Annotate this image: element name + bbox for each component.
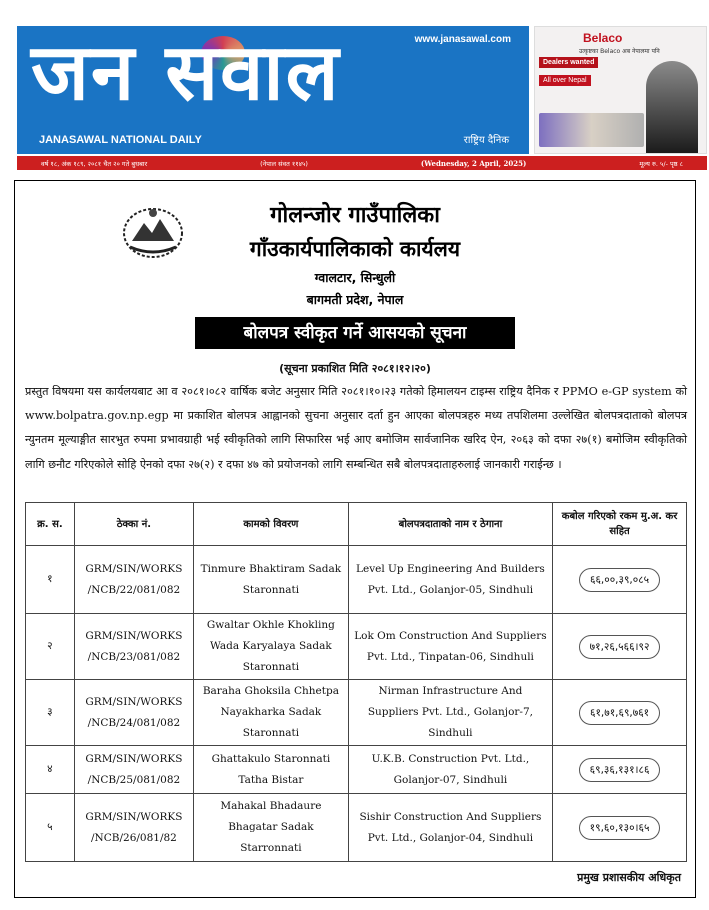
row-contract-no: GRM/SIN/WORKS /NCB/25/081/082 <box>74 746 193 794</box>
row-bidder: Nirman Infrastructure And Suppliers Pvt. Ltd., Golanjor-7, Sindhuli <box>348 680 552 746</box>
office-name: गोलन्जोर गाउँपालिका <box>270 203 440 228</box>
header-amount: कबोल गरिएको रकम मु.अ. कर सहित <box>553 503 687 546</box>
ad-dealers-label: Dealers wanted <box>539 57 598 68</box>
row-amount-cell <box>553 614 687 680</box>
english-name: JANASAWAL NATIONAL DAILY <box>39 134 202 146</box>
office-subtitle: गाँउकार्यपालिकाको कार्यलय <box>249 237 461 261</box>
address-line-1: ग्वालटार, सिन्धुली <box>314 270 396 285</box>
table-row <box>26 614 687 680</box>
table-row <box>26 546 687 614</box>
table-row <box>26 680 687 746</box>
row-amount-cell <box>553 546 687 614</box>
tender-notice <box>14 180 696 898</box>
table-header-row <box>26 503 687 546</box>
row-description: Ghattakulo Staronnati Tatha Bistar <box>194 746 349 794</box>
notice-title-banner: बोलपत्र स्वीकृत गर्ने आसयको सूचना <box>195 317 515 349</box>
dateline-bar <box>17 156 707 170</box>
row-description: Baraha Ghoksila Chhetpa Nayakharka Sadak Staronnati <box>194 680 349 746</box>
issue-info: वर्ष १८, अंक १८९, २०८१ चैत २० गते बुधबार <box>41 159 148 168</box>
ad-model-image <box>646 61 698 153</box>
row-sn: ४ <box>26 746 75 794</box>
ad-allover-label: All over Nepal <box>539 75 591 86</box>
table-row <box>26 794 687 862</box>
row-amount: ६१,७१,६९,७६१ <box>579 701 660 725</box>
advertisement[interactable] <box>534 26 707 154</box>
header-sn: क्र. स. <box>26 503 75 546</box>
row-sn: ३ <box>26 680 75 746</box>
tagline: राष्ट्रिय दैनिक <box>463 135 509 146</box>
row-sn: २ <box>26 614 75 680</box>
price-page: मूल्य रु. ५/- पृष्ठ ८ <box>639 159 683 168</box>
row-description: Gwaltar Okhle Khokling Wada Karyalaya Sadak Staronnati <box>194 614 349 680</box>
row-amount: ७१,२६,५६६।९२ <box>579 635 661 659</box>
ad-products-image <box>539 113 644 147</box>
row-bidder: Sishir Construction And Suppliers Pvt. Ltd., Golanjor-04, Sindhuli <box>348 794 552 862</box>
publish-date: (सूचना प्रकाशित मिति २०८१।१२।२०) <box>279 362 431 375</box>
bid-table <box>25 502 687 862</box>
row-bidder: Level Up Engineering And Builders Pvt. Ltd., Golanjor-05, Sindhuli <box>348 546 552 614</box>
header-description: कामको विवरण <box>194 503 349 546</box>
row-bidder: Lok Om Construction And Suppliers Pvt. Ltd., Tinpatan-06, Sindhuli <box>348 614 552 680</box>
row-amount-cell <box>553 680 687 746</box>
header-contract-no: ठेक्का नं. <box>74 503 193 546</box>
row-contract-no: GRM/SIN/WORKS /NCB/22/081/082 <box>74 546 193 614</box>
website-url[interactable]: www.janasawal.com <box>414 34 511 45</box>
row-description: Tinmure Bhaktiram Sadak Staronnati <box>194 546 349 614</box>
english-date: (Wednesday, 2 April, 2025) <box>420 158 527 168</box>
row-amount-cell <box>553 794 687 862</box>
row-amount: १९,६०,१३०।६५ <box>579 816 661 840</box>
row-contract-no: GRM/SIN/WORKS /NCB/26/081/82 <box>74 794 193 862</box>
row-bidder: U.K.B. Construction Pvt. Ltd., Golanjor-07, Sindhuli <box>348 746 552 794</box>
row-sn: ५ <box>26 794 75 862</box>
signature-title: प्रमुख प्रशासकीय अधिकृत <box>577 871 681 884</box>
nepal-era-date: (नेपाल संवत ११४५) <box>260 159 308 168</box>
ad-brand: Belaco <box>583 31 623 45</box>
row-contract-no: GRM/SIN/WORKS /NCB/24/081/082 <box>74 680 193 746</box>
row-amount: ६९,३६,१३१।८६ <box>579 758 661 782</box>
masthead <box>17 26 529 154</box>
row-amount: ६६,००,३९,०८५ <box>579 568 660 592</box>
row-sn: १ <box>26 546 75 614</box>
row-contract-no: GRM/SIN/WORKS /NCB/23/081/082 <box>74 614 193 680</box>
row-amount-cell <box>553 746 687 794</box>
table-row <box>26 746 687 794</box>
address-line-2: बागमती प्रदेश, नेपाल <box>306 292 404 307</box>
header-bidder: बोलपत्रदाताको नाम र ठेगाना <box>348 503 552 546</box>
ad-line: उत्कृष्टका Belaco अब नेपालमा पनि <box>579 48 660 55</box>
row-description: Mahakal Bhadaure Bhagatar Sadak Starronnati <box>194 794 349 862</box>
newspaper-logo: जन सवाल <box>31 28 341 118</box>
notice-paragraph: प्रस्तुत विषयमा यस कार्यलयबाट आ व २०८१।०८२ वार्षिक बजेट अनुसार मिति २०८१।१०।२३ गतेको हिमालयन टाइम्स राष्ट्रिय दैनिक र PPMO e-GP system को www.bolpatra.gov.np.egp मा प्रकाशित बोलपत्र आह्वानको सुचना अनुसार दर्ता हुन आएका बोलपत्रहरु मध्य तपशिलमा उल्लेखित बोलपत्रदाताको बोलपत्र न्युनतम मूल्याङ्गीत सारभुत रुपमा प्रभावग्राही भई स्वीकृतिको लागि सिफारिस भई आए बमोजिम सार्वजानिक खरिद ऐन, २०६३ को दफा २७(१) बमोजिम स्वीकृतिको लागि छनौट गरिएकोले सोहि ऐनको दफा २७(२) र दफा ४७ को प्रयोजनको लागि सम्बन्धित सबै बोलपत्रदाताहरुलाई जानकारी गराईन्छ । <box>25 385 687 471</box>
